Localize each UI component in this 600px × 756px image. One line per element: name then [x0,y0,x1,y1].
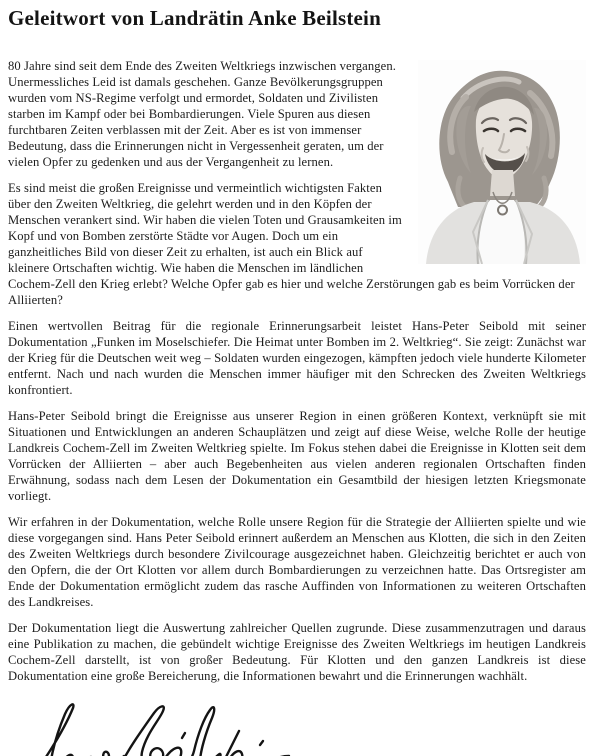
signature-handwriting [14,700,294,756]
foreword-paragraph-4: Hans-Peter Seibold bringt die Ereignisse aus unserer Region in einen größeren Kontext, verknüpft sie mit Situationen und Entwicklungen an anderen Schauplätzen und zeigt auf diese Weise, welche Rolle der heutige Landkreis Cochem-Zell im Zweiten Weltkrieg spielte. Im Fokus stehen dabei die Ereignisse in Klotten seit dem Vorrücken der Alliierten – aber auch Begebenheiten aus vielen anderen regionalen Ortschaften finden Erwähnung, sodass nach dem Lesen der Dokumentation ein Gesamtbild der hiesigen letzten Kriegsmonate vorliegt. [8,409,586,503]
foreword-paragraph-2: Es sind meist die großen Ereignisse und vermeintlich wichtigsten Fakten über den Zweiten Weltkrieg, die gelehrt werden und in den Köpfen der Menschen verankert sind. Wir haben die vielen Toten und Grausamkeiten im Kopf und von Bomben zerstörte Städte vor Augen. Doch um ein ganzheitliches Bild von dieser Zeit zu erhalten, ist auch ein Blick auf kleinere Ortschaften wichtig. Wie haben die Menschen im ländlichen Cochem-Zell den Krieg erlebt? Welche Opfer gab es hier und welche Zerstörungen gab es beim Vorrücken der Alliierten? [8,181,575,307]
foreword-paragraph-1: 80 Jahre sind seit dem Ende des Zweiten Weltkriegs inzwischen vergangen. Unermessliches Leid ist damals geschehen. Ganze Bevölkerungsgruppen wurden vom NS-Regime verfolgt und ermordet, Soldaten und Zivilisten starben im Kampf oder bei Bombardierungen. Viele Spuren aus diesen furchtbaren Zeiten verblassen mit der Zeit. Aber es ist von immenser Bedeutung, dass die Erinnerungen nicht in Vergessenheit geraten, um der vielen Opfer zu gedenken und aus der Vergangenheit zu lernen. [8,59,396,169]
portrait-photo-illustration [418,60,586,264]
foreword-paragraph-3: Einen wertvollen Beitrag für die regionale Erinnerungsarbeit leistet Hans-Peter Seibold mit seiner Dokumentation „Funken im Moselschiefer. Die Heimat unter Bomben im 2. Weltkrieg“. Sie zeigt: Zunächst war der Krieg für die Deutschen weit weg – Soldaten wurden eingezogen, kämpften jedoch viele hunderte Kilometer entfernt. Nach und nach wurden die Menschen immer häufiger mit den Schrecken des Zweiten Weltkriegs konfrontiert. [8,319,586,397]
portrait-photo [418,60,586,264]
page-title: Geleitwort von Landrätin Anke Beilstein [8,6,381,30]
signature [14,700,586,756]
foreword-paragraph-6: Der Dokumentation liegt die Auswertung zahlreicher Quellen zugrunde. Diese zusammenzutragen und daraus eine Publikation zu machen, die gebündelt wichtige Ereignisse des Zweiten Weltkriegs im heutigen Landkreis Cochem-Zell darstellt, ist von großer Bedeutung. Für Klotten und den ganzen Landkreis ist diese Dokumentation eine große Bereicherung, die Informationen bewahrt und die Erinnerungen wachhält. [8,621,586,683]
foreword-paragraph-5: Wir erfahren in der Dokumentation, welche Rolle unsere Region für die Strategie der Alliierten spielte und wie diese vorgegangen sind. Hans Peter Seibold erinnert außerdem an Menschen aus Klotten, die sich in den Zeiten des Zweiten Weltkriegs durch besondere Zivilcourage ausgezeichnet haben. Gleichzeitig berichtet er auch von den Opfern, die der Ort Klotten vor allem durch Bombardierungen zu verzeichnen hatte. Das Ortsregister am Ende der Dokumentation ermöglicht zudem das rasche Auffinden von Informationen zu weiteren Ortschaften des Landkreises. [8,515,586,609]
